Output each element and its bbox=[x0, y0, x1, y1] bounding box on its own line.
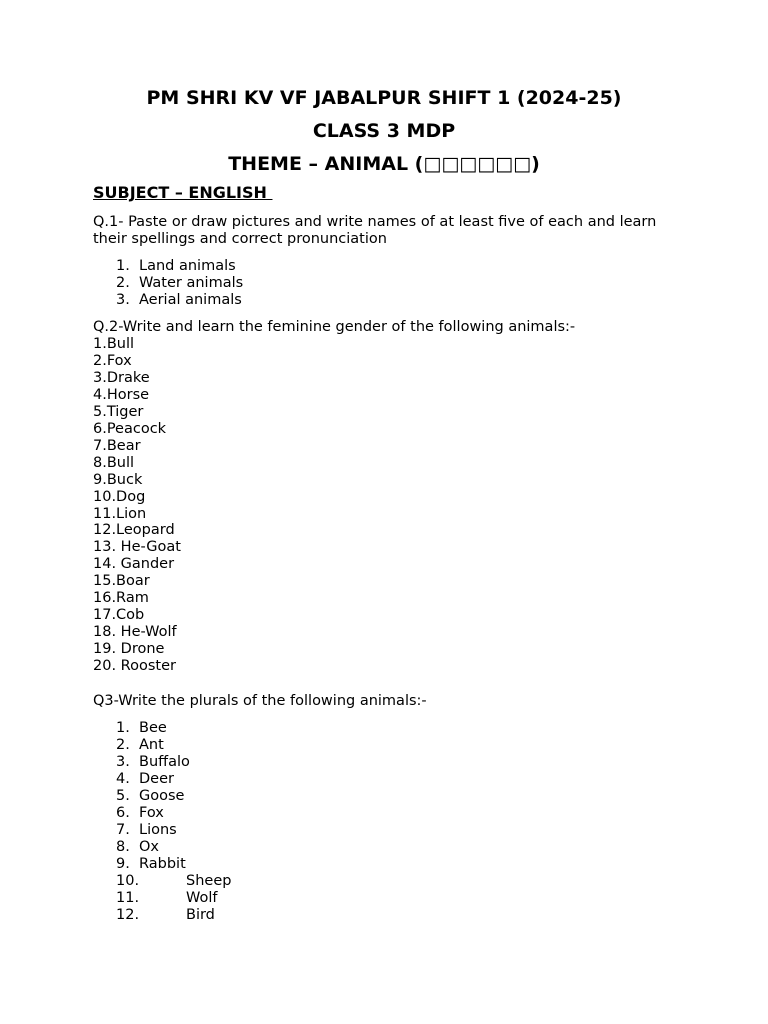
list-item: 10.Dog bbox=[93, 488, 146, 505]
list-item-number: 10. bbox=[116, 873, 140, 889]
list-item bbox=[116, 788, 231, 805]
list-item bbox=[116, 805, 231, 822]
question-2: Q.2-Write and learn the feminine gender of the following animals:- bbox=[93, 319, 576, 335]
list-item: 2.Fox bbox=[93, 352, 132, 369]
question-2-list bbox=[93, 336, 181, 675]
list-item bbox=[116, 754, 231, 771]
subject-heading: SUBJECT – ENGLISH bbox=[93, 183, 273, 202]
list-item bbox=[116, 292, 243, 309]
school-title: PM SHRI KV VF JABALPUR SHIFT 1 (2024-25) bbox=[146, 87, 622, 109]
list-item: 12.Leopard bbox=[93, 522, 175, 539]
list-item-number: 12. bbox=[116, 907, 140, 923]
list-item-label: Bee bbox=[139, 720, 167, 736]
list-item-number: 11. bbox=[116, 890, 140, 906]
list-item-label: Deer bbox=[139, 771, 174, 787]
list-item: 16.Ram bbox=[93, 590, 149, 607]
list-item bbox=[116, 258, 243, 275]
list-item bbox=[116, 275, 243, 292]
list-item: 15.Boar bbox=[93, 573, 150, 590]
list-item-number: 7. bbox=[116, 822, 130, 838]
list-item-label: Sheep bbox=[186, 873, 232, 889]
list-item: 4.Horse bbox=[93, 386, 150, 403]
list-item: 9.Buck bbox=[93, 471, 143, 488]
question-3-list bbox=[116, 720, 231, 924]
list-item-number: 6. bbox=[116, 805, 130, 821]
list-item-label: Buffalo bbox=[139, 754, 190, 770]
list-item-number: 3. bbox=[116, 754, 130, 770]
list-item-label: Wolf bbox=[186, 890, 218, 906]
list-item-number: 3. bbox=[116, 292, 130, 308]
question-1-list bbox=[116, 258, 243, 309]
list-item-label: Goose bbox=[139, 788, 185, 804]
list-item bbox=[116, 720, 231, 737]
list-item: 17.Cob bbox=[93, 607, 145, 624]
list-item: 13. He-Goat bbox=[93, 539, 181, 556]
class-title: CLASS 3 MDP bbox=[312, 120, 456, 142]
list-item bbox=[116, 771, 231, 788]
theme-title: THEME – ANIMAL (□□□□□□) bbox=[228, 153, 540, 175]
list-item bbox=[116, 907, 231, 924]
list-item: 5.Tiger bbox=[93, 403, 144, 420]
list-item-number: 2. bbox=[116, 275, 130, 291]
list-item bbox=[116, 737, 231, 754]
question-3: Q3-Write the plurals of the following animals:- bbox=[93, 693, 427, 709]
list-item: 11.Lion bbox=[93, 505, 147, 522]
list-item: 19. Drone bbox=[93, 641, 165, 658]
list-item bbox=[116, 873, 231, 890]
question-1: Q.1- Paste or draw pictures and write names of at least five of each and learn their spellings and correct pronunciation bbox=[93, 214, 657, 247]
list-item-label: Ox bbox=[139, 839, 159, 855]
list-item-number: 8. bbox=[116, 839, 130, 855]
list-item-number: 1. bbox=[116, 258, 130, 274]
list-item-number: 9. bbox=[116, 856, 130, 872]
list-item bbox=[116, 822, 231, 839]
list-item-label: Land animals bbox=[139, 258, 236, 274]
list-item: 3.Drake bbox=[93, 369, 150, 386]
list-item-label: Water animals bbox=[139, 275, 244, 291]
list-item: 18. He-Wolf bbox=[93, 624, 177, 641]
list-item bbox=[116, 839, 231, 856]
list-item: 7.Bear bbox=[93, 437, 141, 454]
list-item: 1.Bull bbox=[93, 336, 135, 352]
list-item-number: 4. bbox=[116, 771, 130, 787]
list-item-number: 2. bbox=[116, 737, 130, 753]
list-item-number: 5. bbox=[116, 788, 130, 804]
list-item: 14. Gander bbox=[93, 556, 175, 573]
list-item-label: Lions bbox=[139, 822, 177, 838]
list-item-label: Fox bbox=[139, 805, 164, 821]
list-item: 8.Bull bbox=[93, 454, 135, 471]
list-item-label: Aerial animals bbox=[139, 292, 242, 308]
list-item-label: Bird bbox=[186, 907, 215, 923]
list-item-label: Rabbit bbox=[139, 856, 186, 872]
list-item-label: Ant bbox=[139, 737, 164, 753]
list-item-number: 1. bbox=[116, 720, 130, 736]
list-item bbox=[116, 856, 231, 873]
list-item: 20. Rooster bbox=[93, 658, 176, 675]
list-item bbox=[116, 890, 231, 907]
list-item: 6.Peacock bbox=[93, 420, 167, 437]
